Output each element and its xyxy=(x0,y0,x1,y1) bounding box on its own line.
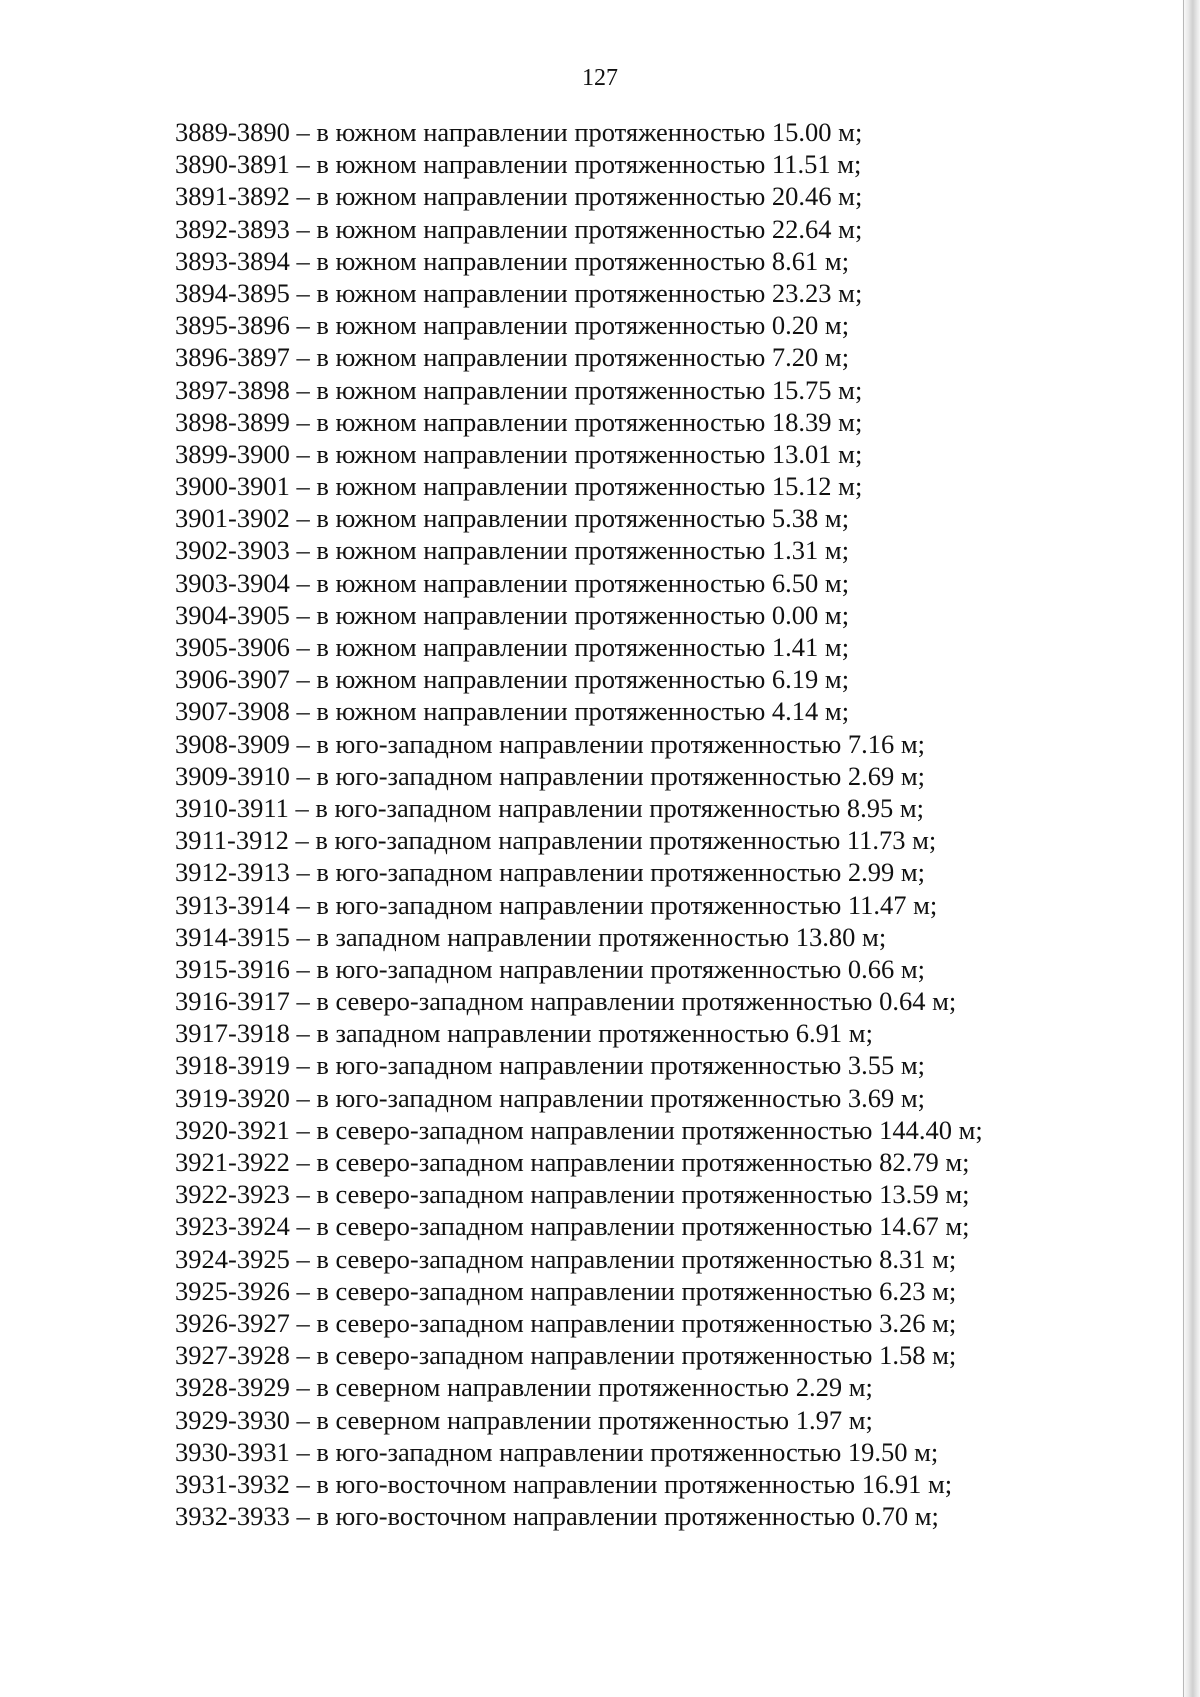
segment-line: 3898-3899 – в южном направлении протяженностью 18.39 м; xyxy=(175,406,863,437)
boundary-segment-list xyxy=(175,116,1075,1532)
segment-line: 3921-3922 – в северо-западном направлении протяженностью 82.79 м; xyxy=(175,1147,970,1177)
segment-line: 3890-3891 – в южном направлении протяженностью 11.51 м; xyxy=(175,149,862,180)
scan-edge-line xyxy=(1183,0,1184,1697)
segment-line: 3932-3933 – в юго-восточном направлении протяженностью 0.70 м; xyxy=(175,1501,939,1532)
segment-line: 3920-3921 – в северо-западном направлении протяженностью 144.40 м; xyxy=(175,1114,983,1145)
segment-line: 3928-3929 – в северном направлении протяженностью 2.29 м; xyxy=(175,1372,873,1403)
segment-line: 3894-3895 – в южном направлении протяженностью 23.23 м; xyxy=(175,277,863,308)
segment-line: 3911-3912 – в юго-западном направлении протяженностью 11.73 м; xyxy=(175,825,937,856)
segment-line: 3896-3897 – в южном направлении протяженностью 7.20 м; xyxy=(175,342,850,373)
segment-line: 3908-3909 – в юго-западном направлении протяженностью 7.16 м; xyxy=(175,728,926,759)
segment-line: 3917-3918 – в западном направлении протяженностью 6.91 м; xyxy=(175,1018,873,1049)
segment-line: 3893-3894 – в южном направлении протяженностью 8.61 м; xyxy=(175,245,850,276)
segment-line: 3931-3932 – в юго-восточном направлении протяженностью 16.91 м; xyxy=(175,1468,953,1499)
segment-line: 3927-3928 – в северо-западном направлении протяженностью 1.58 м; xyxy=(175,1340,957,1371)
segment-line: 3892-3893 – в южном направлении протяженностью 22.64 м; xyxy=(175,213,863,244)
segment-line: 3918-3919 – в юго-западном направлении протяженностью 3.55 м; xyxy=(175,1050,926,1081)
segment-line: 3895-3896 – в южном направлении протяженностью 0.20 м; xyxy=(175,310,850,341)
segment-line: 3930-3931 – в юго-западном направлении протяженностью 19.50 м; xyxy=(175,1436,939,1467)
segment-line: 3910-3911 – в юго-западном направлении протяженностью 8.95 м; xyxy=(175,792,925,823)
segment-line: 3903-3904 – в южном направлении протяженностью 6.50 м; xyxy=(175,567,850,598)
segment-line: 3891-3892 – в южном направлении протяженностью 20.46 м; xyxy=(175,181,863,212)
segment-line: 3912-3913 – в юго-западном направлении протяженностью 2.99 м; xyxy=(175,857,926,888)
segment-line: 3899-3900 – в южном направлении протяженностью 13.01 м; xyxy=(175,438,863,469)
segment-line: 3897-3898 – в южном направлении протяженностью 15.75 м; xyxy=(175,374,863,405)
segment-line: 3889-3890 – в южном направлении протяженностью 15.00 м; xyxy=(175,117,863,147)
segment-line: 3929-3930 – в северном направлении протяженностью 1.97 м; xyxy=(175,1404,873,1435)
segment-line: 3913-3914 – в юго-западном направлении протяженностью 11.47 м; xyxy=(175,889,938,920)
segment-line: 3924-3925 – в северо-западном направлении протяженностью 8.31 м; xyxy=(175,1243,957,1274)
scan-edge xyxy=(1182,0,1200,1697)
segment-line: 3901-3902 – в южном направлении протяженностью 5.38 м; xyxy=(175,503,850,534)
segment-line: 3900-3901 – в южном направлении протяженностью 15.12 м; xyxy=(175,471,863,502)
segment-line: 3915-3916 – в юго-западном направлении протяженностью 0.66 м; xyxy=(175,953,926,984)
segment-line: 3902-3903 – в южном направлении протяженностью 1.31 м; xyxy=(175,535,850,566)
segment-line: 3907-3908 – в южном направлении протяженностью 4.14 м; xyxy=(175,696,850,727)
segment-line: 3906-3907 – в южном направлении протяженностью 6.19 м; xyxy=(175,664,850,695)
segment-line: 3922-3923 – в северо-западном направлении протяженностью 13.59 м; xyxy=(175,1179,970,1210)
segment-line: 3909-3910 – в юго-западном направлении протяженностью 2.69 м; xyxy=(175,760,926,791)
segment-line: 3923-3924 – в северо-западном направлении протяженностью 14.67 м; xyxy=(175,1211,970,1242)
segment-line: 3904-3905 – в южном направлении протяженностью 0.00 м; xyxy=(175,599,850,630)
segment-line: 3916-3917 – в северо-западном направлении протяженностью 0.64 м; xyxy=(175,986,957,1017)
page-number: 127 xyxy=(582,65,618,91)
segment-line: 3925-3926 – в северо-западном направлении протяженностью 6.23 м; xyxy=(175,1275,957,1306)
segment-line: 3919-3920 – в юго-западном направлении протяженностью 3.69 м; xyxy=(175,1082,926,1113)
segment-line: 3914-3915 – в западном направлении протяженностью 13.80 м; xyxy=(175,921,887,952)
segment-line: 3905-3906 – в южном направлении протяженностью 1.41 м; xyxy=(175,632,850,662)
segment-line: 3926-3927 – в северо-западном направлении протяженностью 3.26 м; xyxy=(175,1307,957,1338)
